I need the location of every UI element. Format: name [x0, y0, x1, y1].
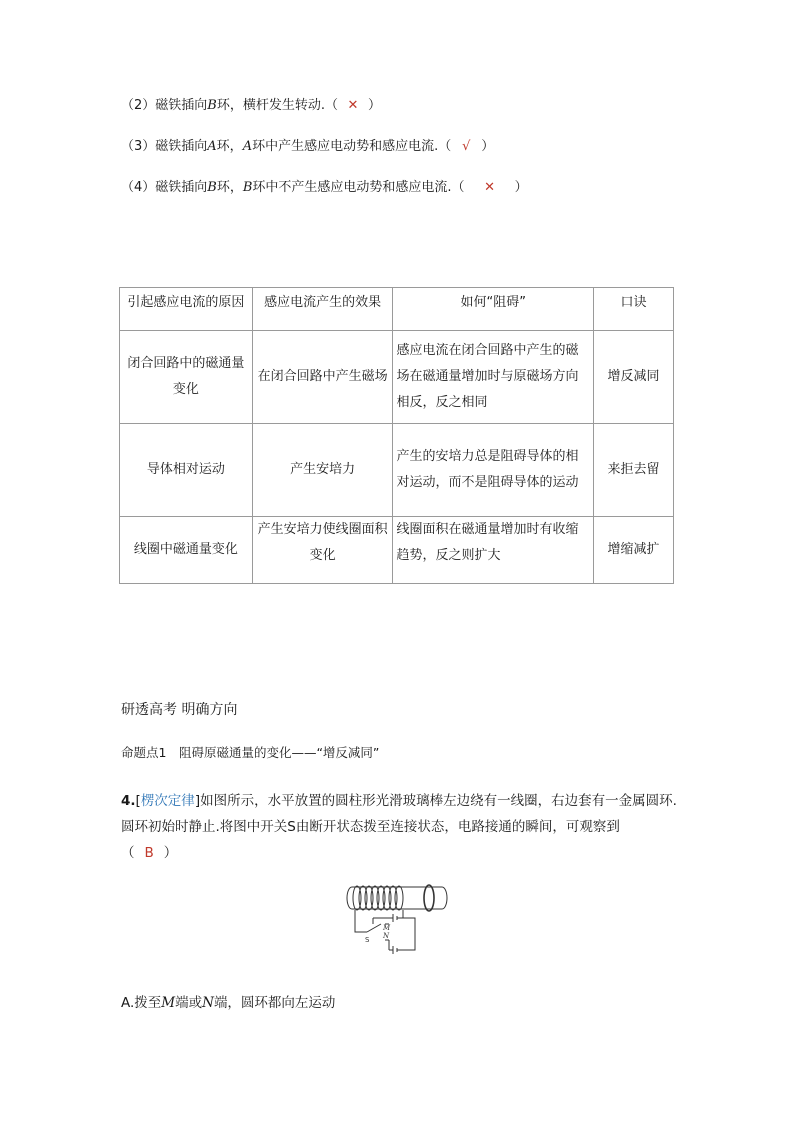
section-title: 研透高考 明确方向: [121, 702, 238, 718]
coil-circuit-figure: [345, 880, 449, 960]
judgment-3-check-icon: √: [462, 139, 471, 154]
wire-right: [403, 910, 415, 950]
table-cell: 产生安培力使线圈面积变化: [252, 517, 393, 584]
table-cell: 产生的安培力总是阻碍导体的相对运动，而不是阻碍导体的运动: [393, 424, 594, 517]
judgment-4-var: B: [207, 180, 217, 195]
proposition-title: 命题点1 阻碍原磁通量的变化——“增反减同”: [121, 745, 380, 760]
judgment-2: [121, 96, 381, 116]
table-row: [120, 331, 674, 424]
label-n: N: [383, 932, 390, 940]
label-m: M: [383, 924, 391, 932]
question-tag-open: [: [135, 793, 141, 809]
answer-open: （: [121, 845, 135, 861]
label-s: S: [365, 936, 370, 944]
judgment-4-cross-icon: ✕: [484, 180, 496, 195]
table-cell: 在闭合回路中产生磁场: [252, 331, 393, 424]
table-cell: 感应电流在闭合回路中产生的磁场在磁通量增加时与原磁场方向相反，反之相同: [393, 331, 594, 424]
judgment-4-var2: B: [242, 180, 253, 195]
judgment-3-var2: A: [242, 139, 253, 154]
judgment-4-text: 环，: [216, 180, 243, 195]
lenz-law-summary-table: [119, 287, 674, 584]
judgment-4-close: ）: [514, 180, 528, 195]
option-a-mid: 端或: [175, 995, 203, 1011]
option-a-var: M: [161, 995, 176, 1011]
judgment-3-var: A: [207, 139, 217, 154]
option-a: [121, 993, 335, 1013]
option-a-prefix: A.拨至: [121, 995, 162, 1011]
answer-close: ）: [163, 845, 178, 861]
option-a-text: 端，圆环都向左运动: [213, 995, 336, 1011]
table-row: [120, 517, 674, 584]
table-cell: 增缩减扩: [594, 517, 674, 584]
coil-windings: [353, 886, 403, 910]
table-header-cause: 引起感应电流的原因: [120, 288, 253, 331]
option-a-var2: N: [202, 995, 214, 1011]
judgment-4: [121, 178, 528, 198]
judgment-3: [121, 137, 494, 157]
judgment-2-close: ）: [367, 98, 381, 113]
switch-blade: [367, 924, 381, 932]
question-tag-link[interactable]: 楞次定律: [140, 793, 195, 809]
judgment-4-prefix: （4）磁铁插向: [121, 180, 208, 195]
question-number: 4.: [121, 793, 136, 809]
question-tag-close: ]: [194, 793, 201, 809]
table-header-mnemonic: 口诀: [594, 288, 674, 331]
metal-ring: [424, 885, 434, 911]
table-header-effect: 感应电流产生的效果: [252, 288, 393, 331]
judgment-4-text2: 环中不产生感应电动势和感应电流.（: [252, 180, 465, 195]
judgment-3-text: 环，: [216, 139, 243, 154]
judgment-2-prefix: （2）磁铁插向: [121, 98, 208, 113]
table-header-row: [120, 288, 674, 331]
table-cell: 导体相对运动: [120, 424, 253, 517]
table-cell: 来拒去留: [594, 424, 674, 517]
question-4: [121, 788, 681, 866]
table-cell: 闭合回路中的磁通量变化: [120, 331, 253, 424]
judgment-3-prefix: （3）磁铁插向: [121, 139, 208, 154]
table-cell: 线圈面积在磁通量增加时有收缩趋势，反之则扩大: [393, 517, 594, 584]
judgment-3-close: ）: [481, 139, 495, 154]
table-header-how: 如何“阻碍”: [393, 288, 594, 331]
table-row: [120, 424, 674, 517]
table-cell: 产生安培力: [252, 424, 393, 517]
table-cell: 增反减同: [594, 331, 674, 424]
judgment-3-text2: 环中产生感应电动势和感应电流.（: [252, 139, 452, 154]
judgment-2-var: B: [207, 98, 217, 113]
table-cell: 线圈中磁通量变化: [120, 517, 253, 584]
wire-left: [355, 910, 367, 932]
judgment-2-text: 环，横杆发生转动.（: [216, 98, 338, 113]
question-text: 如图所示，水平放置的圆柱形光滑玻璃棒左边绕有一线圈，右边套有一金属圆环.圆环初始时静止.将图中开关S由断开状态拨至连接状态，电路接通的瞬间，可观察到: [121, 793, 677, 835]
answer-value: B: [144, 845, 154, 861]
judgment-2-cross-icon: ✕: [347, 98, 359, 113]
